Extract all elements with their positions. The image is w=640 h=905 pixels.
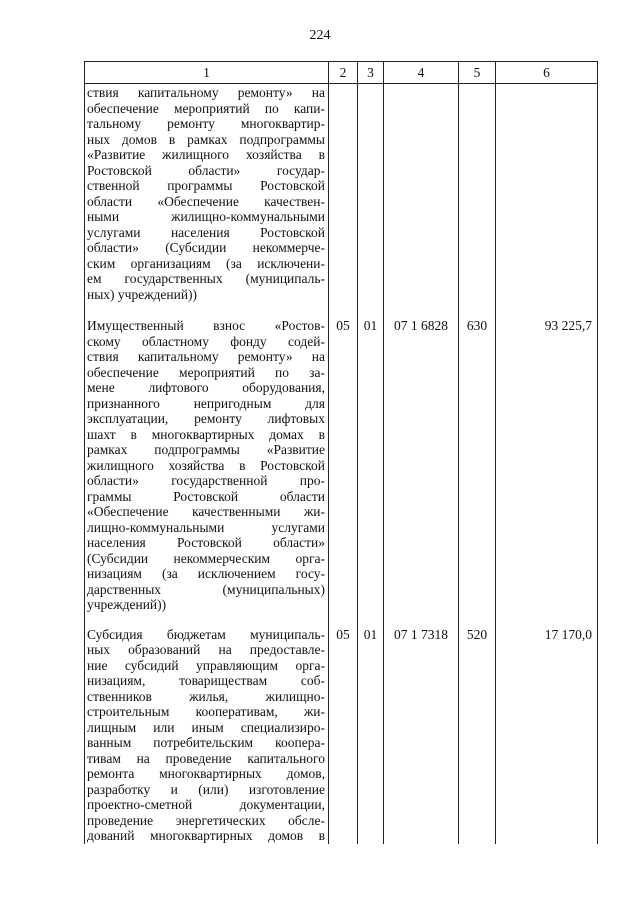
column-header-2: 2 bbox=[329, 62, 358, 84]
row-target-code: 07 1 6828 bbox=[384, 318, 459, 627]
row-section-code: 05 bbox=[329, 627, 358, 844]
table-row bbox=[85, 627, 598, 844]
text-line: ными жилищно-коммунальными bbox=[87, 209, 325, 224]
text-line: ных) учреждений)) bbox=[87, 286, 198, 302]
text-line: ственников жилья, жилищно- bbox=[87, 688, 325, 704]
text-line: лищно-коммунальными услугами bbox=[87, 519, 325, 535]
text-line: ским организациям (за исключени- bbox=[87, 255, 325, 271]
text-line: ние субсидий управляющим орга- bbox=[87, 657, 325, 673]
text-line: области» государственной про- bbox=[87, 473, 325, 488]
table-header-row bbox=[85, 62, 598, 84]
text-line: разработку и (или) изготовление bbox=[87, 781, 325, 797]
column-header-6: 6 bbox=[496, 62, 598, 84]
text-line: низациям, товариществам соб- bbox=[87, 673, 325, 688]
text-line: обеспечение мероприятий по капи- bbox=[87, 100, 325, 116]
text-line: строительным кооперативам, жи- bbox=[87, 704, 325, 719]
text-line: ванным потребительским коопера- bbox=[87, 735, 325, 750]
text-line: Имущественный взнос «Ростов- bbox=[87, 318, 325, 333]
text-line: области» (Субсидии некоммерче- bbox=[87, 240, 325, 255]
column-header-3: 3 bbox=[358, 62, 384, 84]
text-line: «Обеспечение качественными жи- bbox=[87, 504, 325, 519]
row-subsection-code: 01 bbox=[358, 318, 384, 627]
text-line: ствия капитальному ремонту» на bbox=[87, 349, 325, 364]
text-line: «Развитие жилищного хозяйства в bbox=[87, 147, 325, 162]
text-line: рамках подпрограммы «Развитие bbox=[87, 442, 325, 457]
text-line: населения Ростовской области» bbox=[87, 535, 325, 550]
row-section-code bbox=[329, 84, 358, 319]
text-line: проектно-сметной документации, bbox=[87, 797, 325, 812]
text-line: лищным или иным специализиро- bbox=[87, 719, 325, 735]
row-subsection-code bbox=[358, 84, 384, 319]
text-line: учреждений)) bbox=[87, 597, 167, 612]
row-subsection-code: 01 bbox=[358, 627, 384, 844]
text-line: ственной программы Ростовской bbox=[87, 178, 325, 193]
text-line: тальному ремонту многоквартир- bbox=[87, 116, 325, 131]
text-line: услугами населения Ростовской bbox=[87, 224, 325, 240]
column-header-4: 4 bbox=[384, 62, 459, 84]
text-line: мене лифтового оборудования, bbox=[87, 380, 325, 395]
column-header-1: 1 bbox=[85, 62, 329, 84]
text-line: скому областному фонду содей- bbox=[87, 333, 325, 349]
row-target-code bbox=[384, 84, 459, 319]
row-target-code: 07 1 7318 bbox=[384, 627, 459, 844]
row-amount: 17 170,0 bbox=[496, 627, 598, 844]
budget-table bbox=[84, 61, 598, 844]
text-line: тивам на проведение капитального bbox=[87, 750, 325, 766]
text-line: проведение энергетических обсле- bbox=[87, 812, 325, 828]
text-line: дарственных (муниципальных) bbox=[87, 581, 325, 597]
page-number: 224 bbox=[309, 28, 331, 43]
row-description bbox=[85, 318, 329, 627]
row-description bbox=[85, 627, 329, 844]
text-line: Субсидия бюджетам муниципаль- bbox=[87, 626, 325, 642]
text-line: жилищного хозяйства в Ростовской bbox=[87, 457, 325, 473]
text-line: шахт в многоквартирных домах в bbox=[87, 426, 325, 442]
text-line: обеспечение мероприятий по за- bbox=[87, 364, 325, 380]
row-description bbox=[85, 84, 329, 319]
row-expense-type: 520 bbox=[459, 627, 496, 844]
text-line: (Субсидии некоммерческим орга- bbox=[87, 550, 325, 566]
row-amount: 93 225,7 bbox=[496, 318, 598, 627]
text-line: признанного непригодным для bbox=[87, 395, 325, 411]
row-amount bbox=[496, 84, 598, 319]
text-line: низациям (за исключением госу- bbox=[87, 566, 325, 581]
text-line: ных домов в рамках подпрограммы bbox=[87, 131, 325, 147]
text-line: Ростовской области» государ- bbox=[87, 162, 325, 178]
text-line: ствия капитальному ремонту» на bbox=[87, 85, 325, 100]
text-line: ем государственных (муниципаль- bbox=[87, 271, 325, 286]
column-header-5: 5 bbox=[459, 62, 496, 84]
text-line: граммы Ростовской области bbox=[87, 488, 325, 504]
table-row bbox=[85, 318, 598, 627]
text-line: ных образований на предоставле- bbox=[87, 642, 325, 657]
row-expense-type bbox=[459, 84, 496, 319]
text-line: эксплуатации, ремонту лифтовых bbox=[87, 411, 325, 426]
table-row bbox=[85, 84, 598, 319]
row-expense-type: 630 bbox=[459, 318, 496, 627]
text-line: ремонта многоквартирных домов, bbox=[87, 766, 325, 781]
text-line: дований многоквартирных домов в bbox=[87, 828, 325, 843]
text-line: области «Обеспечение качествен- bbox=[87, 193, 325, 209]
row-section-code: 05 bbox=[329, 318, 358, 627]
